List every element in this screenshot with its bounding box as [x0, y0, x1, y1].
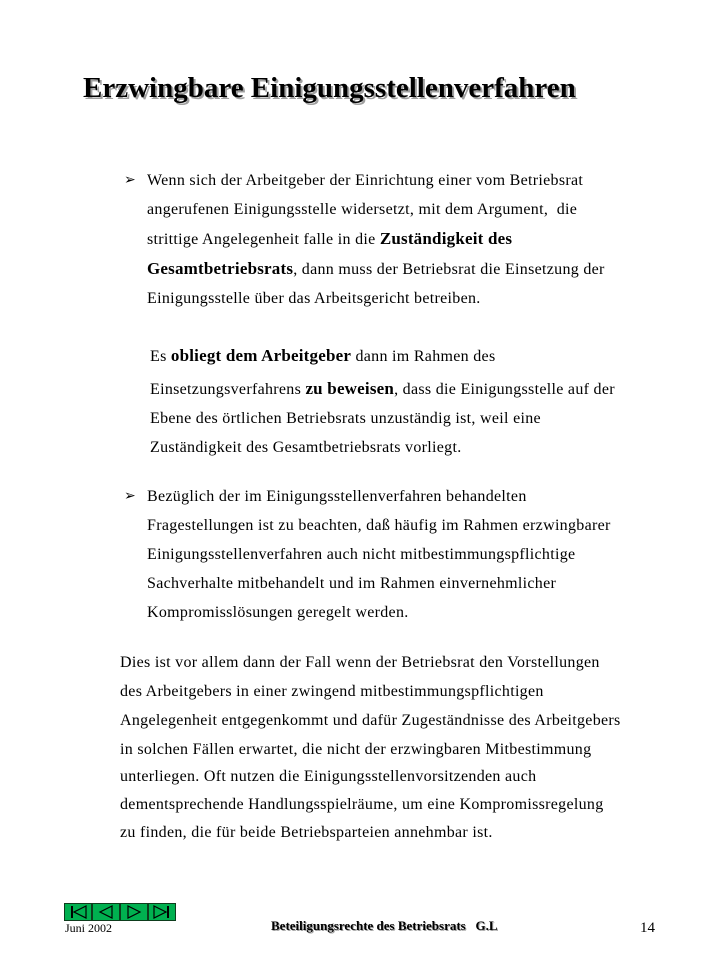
bullet-2-line-2: Fragestellungen ist zu beachten, daß häufig im Rahmen erzwingbarer [147, 517, 611, 534]
bullet-2-line-5: Kompromisslösungen geregelt werden. [147, 604, 409, 621]
paragraph-3-line-6: dementsprechende Handlungsspielräume, um eine Kompromissregelung [120, 796, 604, 813]
last-slide-button[interactable] [148, 903, 176, 921]
bullet-1-line-4 [147, 259, 605, 280]
last-slide-icon [149, 904, 175, 920]
paragraph-3-line-3: Angelegenheit entgegenkommt und dafür Zugeständnisse des Arbeitgebers [120, 712, 621, 729]
paragraph-3-line-5: unterliegen. Oft nutzen die Einigungsstellenvorsitzenden auch [120, 768, 537, 785]
bullet-1-line-5: Einigungsstelle über das Arbeitsgericht betreiben. [147, 290, 481, 307]
paragraph-3-line-2: des Arbeitgebers in einer zwingend mitbestimmungspflichtigen [120, 683, 544, 700]
line-text: strittige Angelegenheit falle in die [147, 231, 380, 248]
bullet-1-line-2: angerufenen Einigungsstelle widersetzt, mit dem Argument, die [147, 201, 578, 218]
line-text: , dass die Einigungsstelle auf der [394, 381, 615, 398]
line-text: , dann muss der Betriebsrat die Einsetzung der [293, 261, 605, 278]
footer-title: Beteiligungsrechte des Betriebsrats G.L [271, 918, 498, 933]
first-slide-icon [65, 904, 91, 920]
bullet-1-line-1: Wenn sich der Arbeitgeber der Einrichtung einer vom Betriebsrat [147, 172, 584, 189]
page-number: 14 [640, 920, 655, 936]
paragraph-2-line-2 [150, 379, 615, 400]
bullet-arrow-icon: ➢ [124, 488, 136, 504]
paragraph-3-line-7: zu finden, die für beide Betriebsparteien annehmbar ist. [120, 824, 493, 841]
bold-phrase: obliegt dem Arbeitgeber [170, 346, 352, 365]
line-text: dann im Rahmen des [351, 348, 496, 365]
line-text: Einsetzungsverfahrens [150, 381, 306, 398]
bullet-1-line-3 [147, 229, 512, 250]
paragraph-2-line-3: Ebene des örtlichen Betriebsrats unzuständig ist, weil eine [150, 410, 541, 427]
slide-navigation [64, 903, 176, 921]
bullet-2-line-1: Bezüglich der im Einigungsstellenverfahren behandelten [147, 488, 527, 505]
line-text: Es [150, 348, 171, 365]
bullet-2-line-3: Einigungsstellenverfahren auch nicht mitbestimmungspflichtige [147, 546, 576, 563]
next-slide-button[interactable] [120, 903, 148, 921]
bold-phrase: Gesamtbetriebsrats [147, 259, 294, 278]
next-slide-icon [121, 904, 147, 920]
page-title: Erzwingbare Einigungsstellenverfahren [83, 72, 576, 104]
bold-phrase: Zuständigkeit des [379, 229, 513, 248]
bullet-arrow-icon: ➢ [124, 172, 136, 188]
paragraph-2-line-4: Zuständigkeit des Gesamtbetriebsrats vorliegt. [150, 439, 462, 456]
footer-date: Juni 2002 [65, 921, 113, 935]
paragraph-3-line-4: in solchen Fällen erwartet, die nicht der erzwingbaren Mitbestimmung [120, 741, 592, 758]
previous-slide-button[interactable] [92, 903, 120, 921]
paragraph-2-line-1 [150, 346, 495, 367]
previous-slide-icon [93, 904, 119, 920]
paragraph-3-line-1: Dies ist vor allem dann der Fall wenn der Betriebsrat den Vorstellungen [120, 654, 600, 671]
bold-phrase: zu beweisen [305, 379, 395, 398]
bullet-2-line-4: Sachverhalte mitbehandelt und im Rahmen einvernehmlicher [147, 575, 557, 592]
first-slide-button[interactable] [64, 903, 92, 921]
